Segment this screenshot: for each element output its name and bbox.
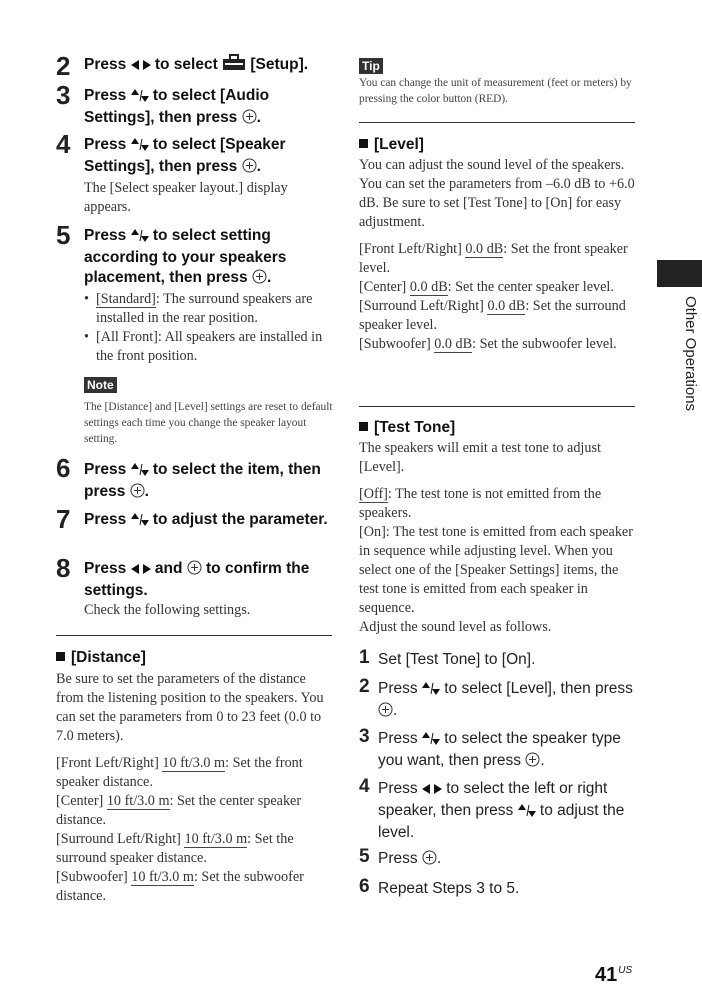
step-description: The [Select speaker layout.] display appears. [84,180,288,215]
divider [359,122,635,123]
note-text: The [Distance] and [Level] settings are reset to default settings each time you change the speaker layout setting. [84,401,333,445]
level-item: [Subwoofer] 0.0 dB: Set the subwoofer level. [359,336,617,352]
step-text: Press and to confirm the settings. [84,560,310,599]
up-down-arrows-icon [131,462,149,482]
step-number: 3 [56,80,71,110]
level-intro: You can adjust the sound level of the speakers. You can set the parameters from –6.0 dB to +6.0 dB. Be sure to set [Test Tone] to [On] for easy adjustment. [359,157,635,230]
option-all-front: • [All Front]: All speakers are installed in the front position. [84,328,334,366]
enter-button-icon [130,483,145,504]
step-text: Press to select [Setup]. [84,53,334,77]
enter-button-icon [252,269,267,290]
test-tone-on: [On]: The test tone is emitted from each speaker in sequence while adjusting level. When you select one of the [Speaker Settings] items, the test tone is emitted from each speaker in sequence. [359,524,633,616]
step-number: 5 [56,220,71,250]
distance-item: [Front Left/Right] 10 ft/3.0 m: Set the front speaker distance. [56,755,303,790]
left-right-arrows-icon [131,57,151,77]
step-number: 7 [56,504,71,534]
tip-text: You can change the unit of measurement (feet or meters) by pressing the color button (RED). [359,77,632,105]
distance-intro: Be sure to set the parameters of the distance from the listening position to the speakers. You can set the parameters from 0 to 23 feet (0.0 to 7.0 meters). [56,671,324,744]
divider [359,406,635,407]
toolbox-setup-icon [222,53,246,77]
up-down-arrows-icon [131,228,149,248]
enter-button-icon [242,109,257,130]
step-text: Press to select the item, then press . [84,460,334,504]
step-description: Check the following settings. [84,602,251,618]
square-bullet-icon [56,652,65,661]
layout-options [84,290,334,366]
enter-button-icon [422,850,437,871]
step-number: 8 [56,553,71,583]
tip-label: Tip [359,58,383,74]
distance-item: [Center] 10 ft/3.0 m: Set the center speaker distance. [56,793,302,828]
note-label: Note [84,377,117,393]
side-section-text: Other Operations [682,296,699,412]
step-number: 2 [56,51,71,81]
up-down-arrows-icon [131,512,149,532]
level-item: [Center] 0.0 dB: Set the center speaker level. [359,279,614,295]
left-right-arrows-icon [131,561,151,581]
test-tone-adjust: Adjust the sound level as follows. [359,619,552,635]
level-section [359,156,635,354]
level-item: [Surround Left/Right] 0.0 dB: Set the surround speaker level. [359,298,626,333]
level-heading: [Level] [359,135,424,155]
distance-item: [Subwoofer] 10 ft/3.0 m: Set the subwoofer distance. [56,869,304,904]
section-tab-marker [657,260,702,287]
enter-button-icon [242,158,257,179]
up-down-arrows-icon [422,681,440,701]
page-number: $41^{US}$ [595,964,633,986]
step-text: Press to select setting according to your speakers placement, then press . [84,226,334,290]
up-down-arrows-icon [518,803,536,823]
divider [56,635,332,636]
test-tone-intro: The speakers will emit a test tone to adjust [Level]. [359,440,601,475]
level-item: [Front Left/Right] 0.0 dB: Set the front speaker level. [359,241,628,276]
up-down-arrows-icon [422,731,440,751]
distance-item: [Surround Left/Right] 10 ft/3.0 m: Set the surround speaker distance. [56,831,294,866]
test-tone-section [359,439,635,637]
step-text: Press to select [Speaker Settings], then press . [84,135,334,179]
enter-button-icon [187,560,202,581]
step-number: 6 [56,453,71,483]
step-number: 4 [56,129,71,159]
distance-heading: [Distance] [56,648,146,668]
side-section-label [666,290,699,440]
up-down-arrows-icon [131,88,149,108]
square-bullet-icon [359,422,368,431]
up-down-arrows-icon [131,137,149,157]
distance-section [56,670,332,906]
test-tone-heading: [Test Tone] [359,418,455,438]
left-right-arrows-icon [422,781,442,801]
enter-button-icon [378,702,393,723]
step-text: Press to adjust the parameter. [84,510,334,532]
test-tone-off: [Off]: The test tone is not emitted from the speakers. [359,486,602,521]
enter-button-icon [525,752,540,773]
option-standard: • [Standard]: The surround speakers are installed in the rear position. [84,290,334,328]
step-text: Press to select [Audio Settings], then press . [84,86,334,130]
square-bullet-icon [359,139,368,148]
